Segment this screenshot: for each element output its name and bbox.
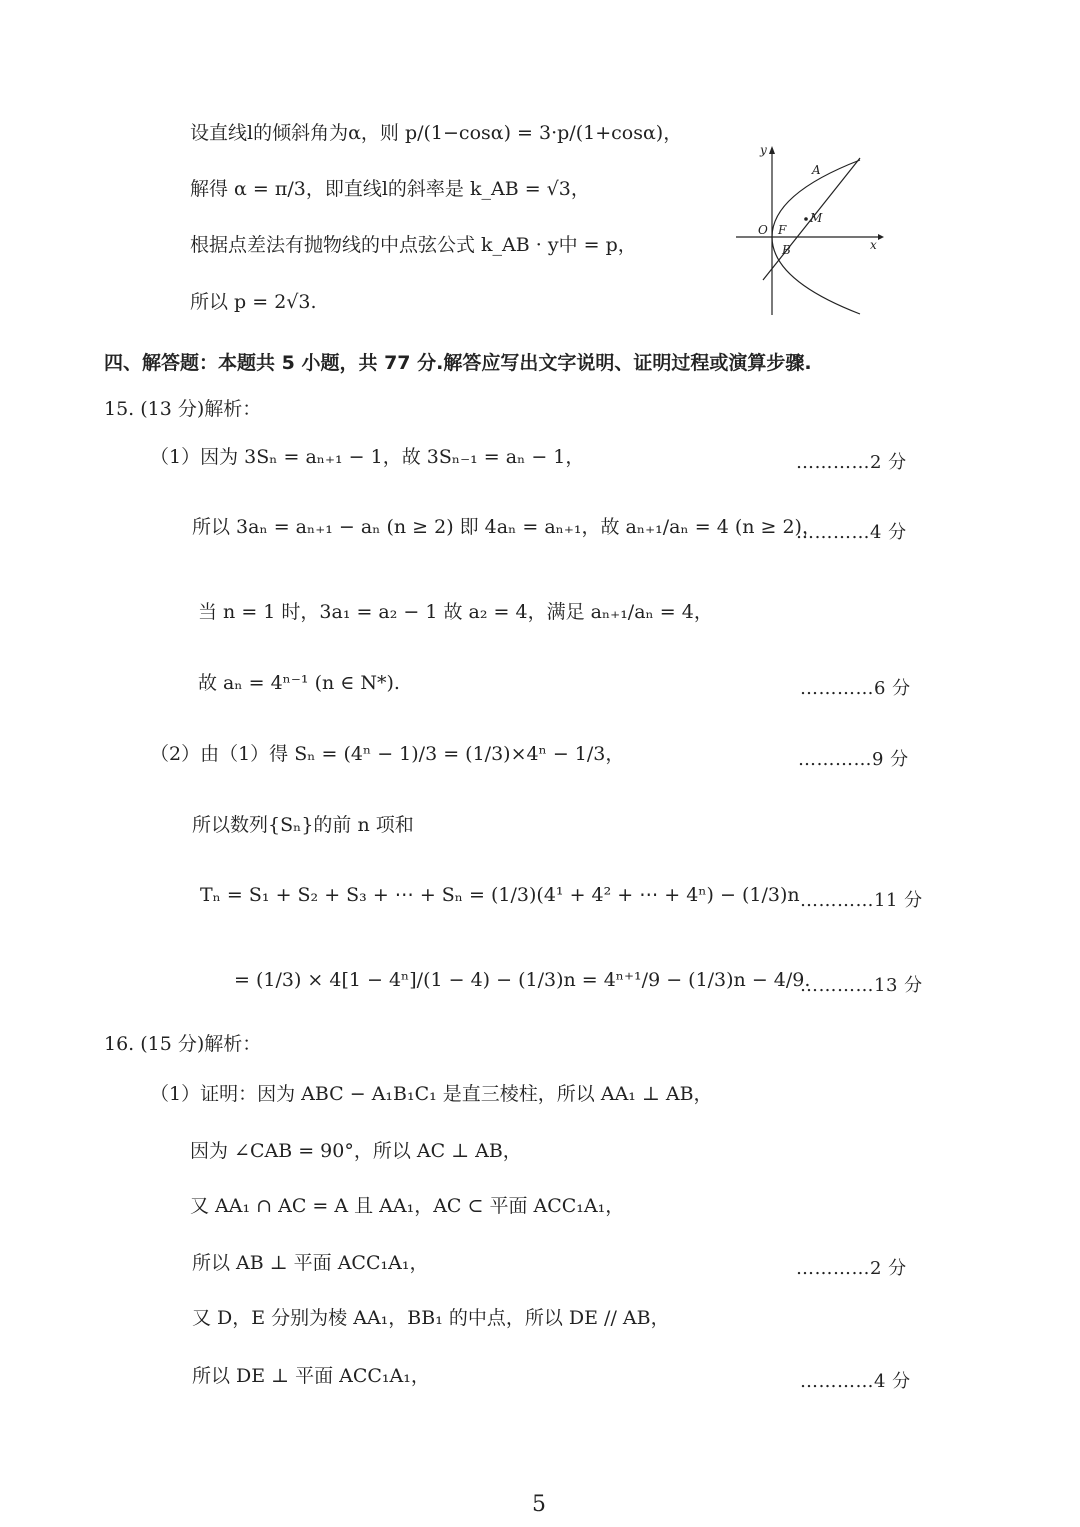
- fig-label-f: F: [778, 223, 787, 237]
- fig-label-x: x: [870, 238, 877, 252]
- q16-line: 又 AA₁ ∩ AC = A 且 AA₁，AC ⊂ 平面 ACC₁A₁，: [190, 1195, 625, 1217]
- q15-line: Tₙ = S₁ + S₂ + S₃ + ⋯ + Sₙ = (1/3)(4¹ + 4² + ⋯ + 4ⁿ) − (1/3)n: [200, 884, 800, 906]
- q16-line: 所以 AB ⊥ 平面 ACC₁A₁，: [192, 1252, 429, 1274]
- q16-line: （1）证明：因为 ABC − A₁B₁C₁ 是直三棱柱，所以 AA₁ ⊥ AB，: [150, 1083, 713, 1105]
- section-heading: 四、解答题：本题共 5 小题，共 77 分.解答应写出文字说明、证明过程或演算步骤.: [104, 352, 812, 374]
- intro-line-3: 根据点差法有抛物线的中点弦公式 k_AB · y中 = p，: [190, 234, 637, 256]
- q15-line: （2）由（1）得 Sₙ = (4ⁿ − 1)/3 = (1/3)×4ⁿ − 1/3，: [150, 743, 625, 765]
- q15-score: …………2 分: [796, 452, 907, 473]
- q15-line: = (1/3) × 4[1 − 4ⁿ]/(1 − 4) − (1/3)n = 4ⁿ⁺¹/9 − (1/3)n − 4/9.: [234, 969, 811, 991]
- intro-line-2: 解得 α = π/3，即直线l的斜率是 k_AB = √3，: [190, 178, 590, 200]
- q16-line: 因为 ∠CAB = 90°，所以 AC ⊥ AB，: [190, 1140, 522, 1162]
- fig-label-a: A: [812, 163, 821, 177]
- intro-line-4: 所以 p = 2√3.: [190, 291, 317, 313]
- q15-line: 当 n = 1 时，3a₁ = a₂ − 1 故 a₂ = 4，满足 aₙ₊₁/aₙ = 4，: [198, 601, 713, 623]
- q15-line: 所以 3aₙ = aₙ₊₁ − aₙ (n ≥ 2) 即 4aₙ = aₙ₊₁，故 aₙ₊₁/aₙ = 4 (n ≥ 2)，: [192, 516, 821, 538]
- fig-label-o: O: [758, 223, 768, 237]
- q16-header: 16. (15 分)解析：: [104, 1033, 262, 1055]
- q15-score: …………4 分: [796, 522, 907, 543]
- intro-line-1: 设直线l的倾斜角为α，则 p/(1−cosα) = 3·p/(1+cosα)，: [190, 122, 683, 144]
- fig-label-m: M: [810, 211, 823, 225]
- q15-line: 所以数列{Sₙ}的前 n 项和: [192, 814, 414, 836]
- q15-score: …………9 分: [798, 749, 909, 770]
- parabola-figure: [728, 140, 888, 320]
- q16-score: …………4 分: [800, 1371, 911, 1392]
- fig-label-y: y: [760, 143, 767, 157]
- fig-label-b: B: [782, 243, 791, 257]
- q16-line: 又 D，E 分别为棱 AA₁，BB₁ 的中点，所以 DE // AB，: [192, 1307, 670, 1329]
- q15-line: 故 aₙ = 4ⁿ⁻¹ (n ∈ N*).: [198, 672, 400, 694]
- q15-score: …………13 分: [800, 975, 923, 996]
- q16-line: 所以 DE ⊥ 平面 ACC₁A₁，: [192, 1365, 430, 1387]
- q15-score: …………6 分: [800, 678, 911, 699]
- q15-line: （1）因为 3Sₙ = aₙ₊₁ − 1，故 3Sₙ₋₁ = aₙ − 1，: [150, 446, 585, 468]
- page-number: 5: [532, 1492, 546, 1517]
- q15-score: …………11 分: [800, 890, 923, 911]
- q15-header: 15. (13 分)解析：: [104, 398, 262, 420]
- q16-score: …………2 分: [796, 1258, 907, 1279]
